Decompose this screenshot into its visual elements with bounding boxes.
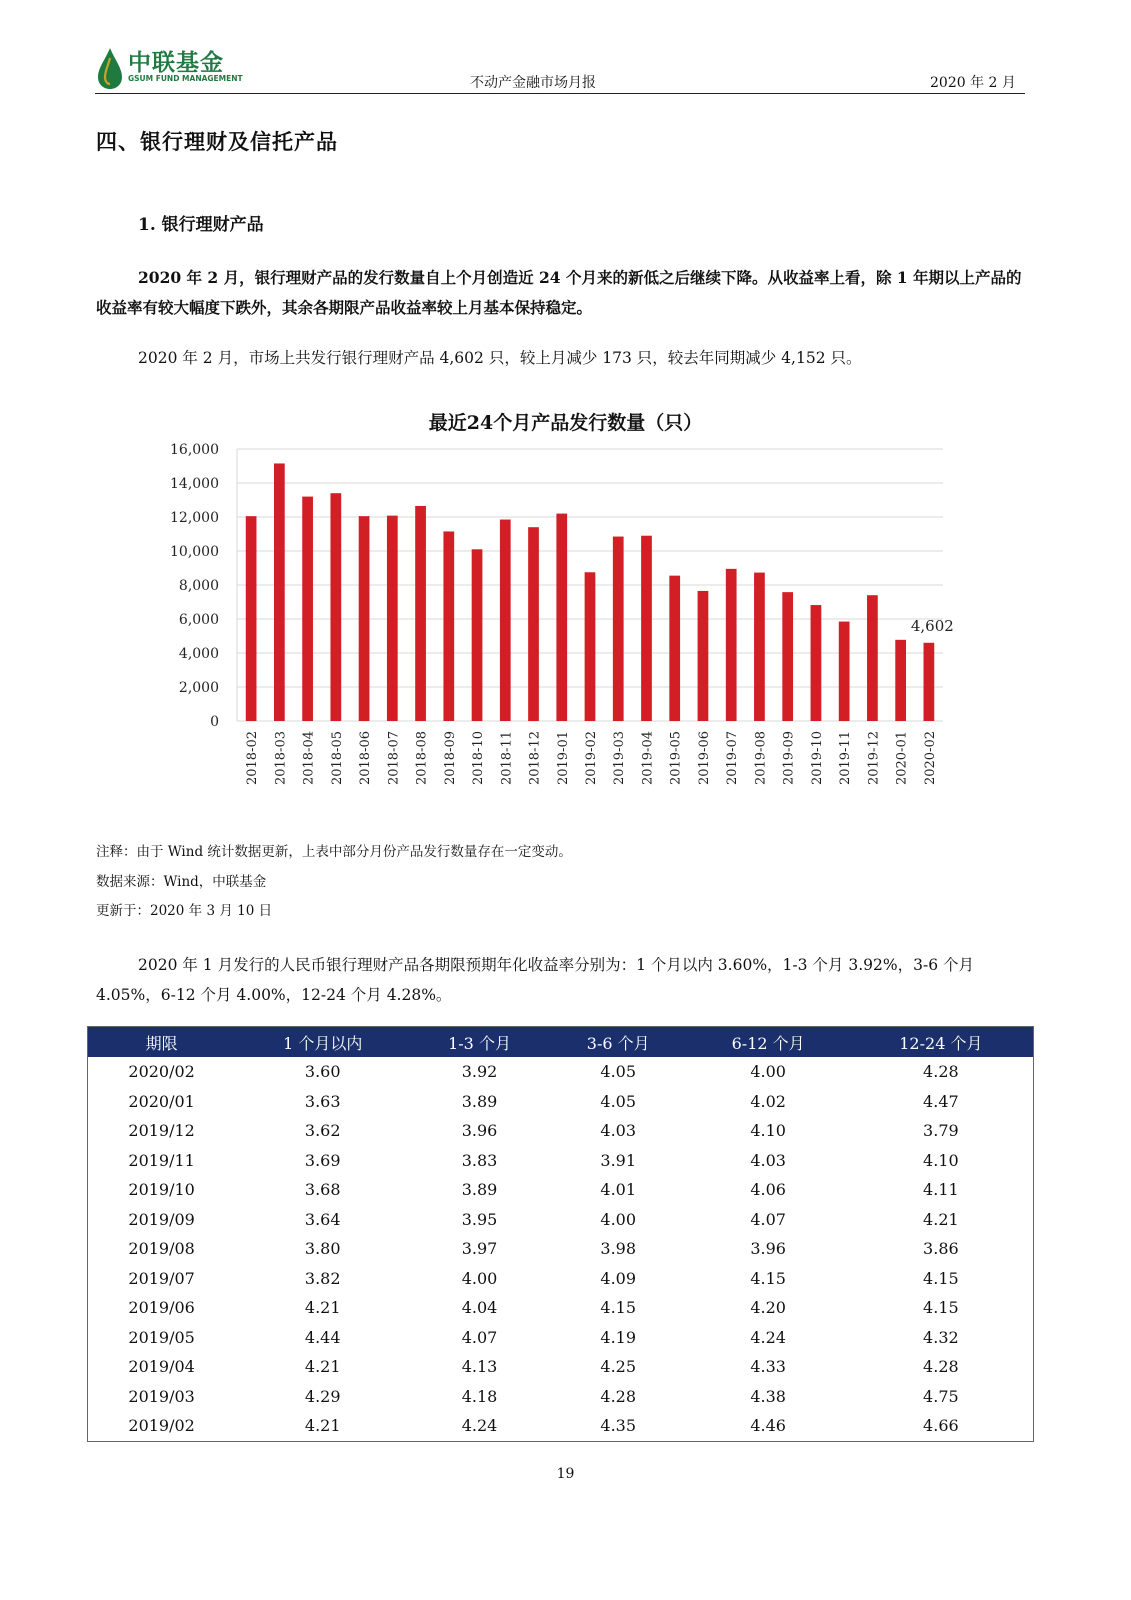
x-tick-label: 2018-05 [329,731,345,786]
y-tick-label: 14,000 [170,476,219,492]
header-cell-3-6m: 3-6 个月 [549,1027,688,1058]
yield-cell: 3.96 [750,1239,786,1259]
period-cell: 2019/06 [128,1298,195,1318]
yield-cell: 4.21 [923,1209,959,1229]
bar [585,572,596,721]
yield-cell: 3.79 [923,1121,959,1141]
table-row [88,1057,1034,1087]
bar [641,536,652,721]
yield-cell: 4.20 [750,1298,786,1318]
x-tick-label: 2018-03 [273,731,289,786]
table-row [88,1087,1034,1117]
yield-cell: 4.07 [750,1209,786,1229]
yield-cell: 4.28 [600,1386,637,1406]
section-title: 四、银行理财及信托产品 [96,129,338,154]
issuance-paragraph: 2020 年 2 月，市场上共发行银行理财产品 4,602 只，较上月减少 173 只，较去年同期减少 4,152 只。 [138,349,862,367]
header-cell-1-3m: 1-3 个月 [410,1027,549,1058]
yield-cell: 4.15 [923,1298,959,1318]
table-row [88,1352,1034,1382]
x-tick-label: 2018-06 [358,731,374,786]
table-row [88,1293,1034,1323]
yield-cell: 4.05 [600,1091,637,1111]
y-tick-label: 8,000 [178,578,219,594]
yield-cell: 3.86 [923,1239,959,1259]
yield-cell: 4.21 [304,1357,341,1377]
bar [754,573,765,721]
yield-cell: 4.01 [600,1180,637,1200]
bar [556,514,567,721]
yield-cell: 3.98 [600,1239,637,1259]
x-tick-label: 2019-10 [809,731,825,786]
issuance-bar-chart [150,440,970,800]
period-cell: 2019/11 [128,1150,195,1170]
yield-cell: 4.03 [750,1150,786,1170]
x-tick-label: 2018-12 [527,731,543,786]
yield-cell: 4.10 [750,1121,786,1141]
yield-cell: 3.89 [461,1091,498,1111]
x-tick-label: 2019-12 [866,731,882,786]
bar [443,531,454,721]
yield-cell: 4.33 [750,1357,786,1377]
yield-cell: 4.10 [923,1150,959,1170]
yield-cell: 4.07 [461,1327,498,1347]
header-cell-6-12m: 6-12 个月 [688,1027,849,1058]
yield-cell: 4.21 [304,1298,341,1318]
report-title: 不动产金融市场月报 [470,75,596,91]
yield-cell: 4.24 [461,1416,498,1436]
bar [246,516,257,721]
x-tick-label: 2018-08 [414,731,430,786]
page-number: 19 [556,1466,575,1482]
yield-cell: 4.47 [923,1091,959,1111]
table-row [88,1146,1034,1176]
data-source: 数据来源：Wind，中联基金 [96,873,267,890]
bar [528,527,539,721]
x-tick-label: 2019-03 [612,731,628,786]
period-cell: 2019/04 [128,1357,195,1377]
bar [924,643,935,721]
yield-cell: 3.89 [461,1180,498,1200]
yield-cell: 4.44 [304,1327,341,1347]
period-cell: 2019/03 [128,1386,195,1406]
bar [472,549,483,721]
x-tick-label: 2019-06 [696,731,712,786]
yield-cell: 3.68 [304,1180,341,1200]
yield-cell: 4.15 [923,1268,959,1288]
period-cell: 2019/07 [128,1268,195,1288]
yield-cell: 4.35 [600,1416,637,1436]
yield-cell: 4.28 [923,1062,959,1082]
yield-cell: 4.00 [600,1209,637,1229]
chart-notes [96,838,572,927]
x-tick-label: 2019-04 [640,731,656,786]
yield-cell: 4.32 [923,1327,959,1347]
bar [726,569,737,721]
x-tick-label: 2018-09 [442,731,458,786]
period-cell: 2019/12 [128,1121,195,1141]
table-row [88,1175,1034,1205]
x-tick-label: 2020-01 [894,731,910,786]
x-tick-label: 2018-02 [245,731,261,786]
yield-cell: 4.04 [461,1298,498,1318]
y-tick-label: 6,000 [178,612,219,628]
x-tick-label: 2020-02 [922,731,938,786]
bar [359,516,370,721]
yield-cell: 4.28 [923,1357,959,1377]
yield-cell: 4.75 [923,1386,959,1406]
y-tick-label: 12,000 [170,510,219,526]
yield-cell: 4.38 [750,1386,786,1406]
period-cell: 2020/01 [128,1091,195,1111]
yield-cell: 4.29 [304,1386,341,1406]
period-cell: 2020/02 [128,1062,195,1082]
period-cell: 2019/05 [128,1327,195,1347]
chart-note: 注释：由于 Wind 统计数据更新，上表中部分月份产品发行数量存在一定变动。 [96,844,572,860]
x-tick-label: 2019-11 [838,731,854,786]
table-row [88,1411,1034,1441]
chart-title: 最近24个月产品发行数量（只） [428,412,703,434]
subsection-title: 1. 银行理财产品 [138,215,264,235]
yield-cell: 4.21 [304,1416,341,1436]
y-tick-label: 2,000 [178,680,219,696]
yield-cell: 4.11 [923,1180,959,1200]
table-row [88,1323,1034,1353]
yield-cell: 3.83 [461,1150,498,1170]
bar [867,595,878,721]
bar [330,493,341,721]
period-cell: 2019/10 [128,1180,195,1200]
yield-cell: 3.80 [304,1239,341,1259]
yield-cell: 3.91 [600,1150,637,1170]
yield-cell: 3.69 [304,1150,341,1170]
yield-cell: 3.63 [304,1091,341,1111]
x-tick-label: 2018-11 [499,731,515,786]
table-row [88,1234,1034,1264]
bar [302,497,313,721]
yield-cell: 3.95 [461,1209,498,1229]
table-row [88,1264,1034,1294]
yield-cell: 4.00 [750,1062,786,1082]
bar [387,516,398,721]
yield-cell: 3.64 [304,1209,341,1229]
x-tick-label: 2018-10 [471,731,487,786]
report-date: 2020 年 2 月 [930,75,1016,91]
yield-cell: 4.09 [600,1268,637,1288]
header-cell-1m: 1 个月以内 [235,1027,410,1058]
yield-cell: 4.05 [600,1062,637,1082]
bar [613,537,624,721]
y-tick-label: 10,000 [170,544,219,560]
yield-cell: 3.82 [304,1268,341,1288]
y-tick-label: 0 [210,714,219,730]
logo-chinese-text: 中联基金 [128,50,224,76]
yield-cell: 4.06 [750,1180,786,1200]
table-body [88,1057,1034,1441]
bar [895,640,906,721]
data-label: 4,602 [910,616,954,635]
yield-cell: 4.19 [600,1327,637,1347]
header-divider [95,93,1025,94]
x-tick-label: 2019-08 [753,731,769,786]
bar [782,592,793,721]
yield-table [87,1026,1034,1442]
x-tick-label: 2019-09 [781,731,797,786]
yield-cell: 4.46 [750,1416,786,1436]
header-cell-term: 期限 [88,1027,236,1058]
table-row [88,1205,1034,1235]
yield-cell: 4.02 [750,1091,786,1111]
bar [839,622,850,721]
x-tick-label: 2019-05 [668,731,684,786]
company-logo [96,42,246,94]
bar [274,463,285,721]
y-tick-label: 4,000 [178,646,219,662]
bar [500,520,511,721]
yield-paragraph: 2020 年 1 月发行的人民币银行理财产品各期限预期年化收益率分别为：1 个月以内 3.60%，1-3 个月 3.92%，3-6 个月 4.05%，6-12 个月 4.00%，12-24 个月 4.28%。 [96,956,974,1004]
update-date: 更新于：2020 年 3 月 10 日 [96,903,273,919]
yield-cell: 3.62 [304,1121,341,1141]
yield-cell: 4.25 [600,1357,637,1377]
yield-cell: 4.00 [461,1268,498,1288]
x-tick-label: 2018-07 [386,731,402,786]
yield-cell: 4.18 [461,1386,498,1406]
leaf-drop-icon [96,46,124,90]
bar [811,605,822,721]
x-tick-label: 2018-04 [301,731,317,786]
summary-paragraph: 2020 年 2 月，银行理财产品的发行数量自上个月创造近 24 个月来的新低之后继续下降。从收益率上看，除 1 年期以上产品的收益率有较大幅度下跌外，其余各期限产品收益率较上月基本保持稳定。 [96,268,1022,317]
table-row [88,1116,1034,1146]
yield-cell: 4.15 [600,1298,637,1318]
yield-cell: 4.15 [750,1268,786,1288]
yield-cell: 4.13 [461,1357,498,1377]
header-cell-12-24m: 12-24 个月 [849,1027,1034,1058]
period-cell: 2019/02 [128,1416,195,1436]
period-cell: 2019/08 [128,1239,195,1259]
logo-english-text: GSUM FUND MANAGEMENT [128,74,243,83]
yield-cell: 4.24 [750,1327,786,1347]
table-header-row [88,1027,1034,1058]
period-cell: 2019/09 [128,1209,195,1229]
bar [698,591,709,721]
bar [669,576,680,721]
yield-cell: 4.03 [600,1121,637,1141]
yield-cell: 3.92 [461,1062,498,1082]
x-tick-label: 2019-01 [555,731,571,786]
yield-cell: 4.66 [923,1416,959,1436]
yield-cell: 3.97 [461,1239,498,1259]
yield-cell: 3.96 [461,1121,498,1141]
table-row [88,1382,1034,1412]
x-tick-label: 2019-07 [725,731,741,786]
x-tick-label: 2019-02 [584,731,599,786]
y-tick-label: 16,000 [170,442,219,458]
bar [415,506,426,721]
yield-cell: 3.60 [304,1062,341,1082]
